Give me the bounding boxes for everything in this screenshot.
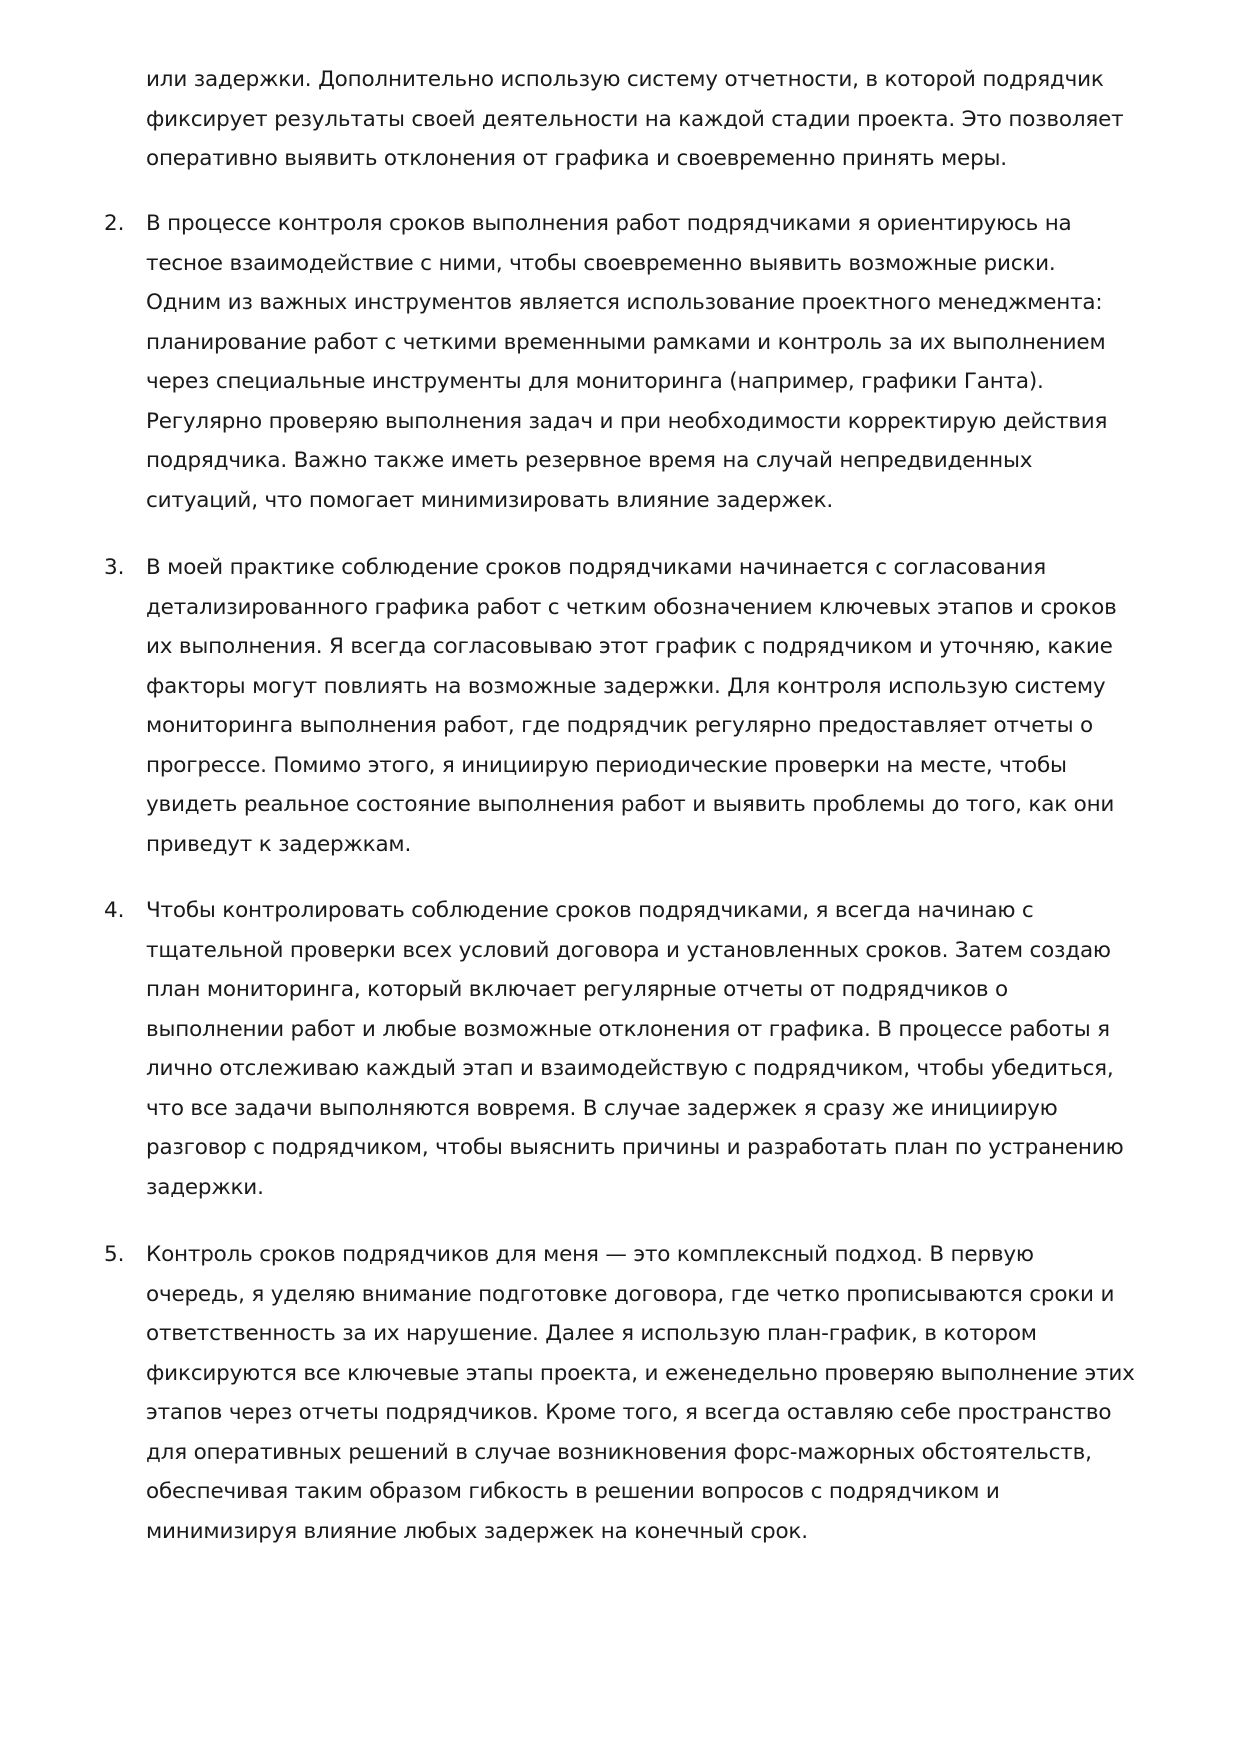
text-line: детализированного графика работ с четким обозначением ключевых этапов и сроков (146, 594, 1117, 620)
text-line: план мониторинга, который включает регулярные отчеты от подрядчиков о (146, 977, 1008, 1002)
text-line: Одним из важных инструментов является использование проектного менеджмента: (146, 290, 1103, 315)
text-line: тесное взаимодействие с ними, чтобы своевременно выявить возможные риски. (146, 250, 1056, 276)
list-item-number: 2. (104, 211, 125, 236)
text-line: или задержки. Дополнительно использую систему отчетности, в которой подрядчик (146, 67, 1104, 92)
text-line: тщательной проверки всех условий договора и установленных сроков. Затем создаю (146, 937, 1111, 963)
text-line: через специальные инструменты для мониторинга (например, графики Ганта). (146, 369, 1044, 394)
text-line: ситуаций, что помогает минимизировать влияние задержек. (146, 487, 833, 513)
text-line: их выполнения. Я всегда согласовываю этот график с подрядчиком и уточняю, какие (146, 634, 1113, 659)
text-line: Чтобы контролировать соблюдение сроков подрядчиками, я всегда начинаю с (146, 898, 1034, 923)
text-line: В процессе контроля сроков выполнения работ подрядчиками я ориентируюсь на (146, 211, 1072, 236)
list-item-number: 3. (104, 555, 125, 580)
text-line: лично отслеживаю каждый этап и взаимодействую с подрядчиком, чтобы убедиться, (146, 1056, 1114, 1081)
text-line: оперативно выявить отклонения от графика и своевременно принять меры. (146, 146, 1007, 171)
text-line: фиксируются все ключевые этапы проекта, и еженедельно проверяю выполнение этих (146, 1360, 1135, 1386)
text-line: ответственность за их нарушение. Далее я использую план-график, в котором (146, 1321, 1037, 1346)
text-line: приведут к задержкам. (146, 831, 412, 857)
text-line: Регулярно проверяю выполнения задач и при необходимости корректирую действия (146, 408, 1108, 434)
text-line: для оперативных решений в случае возникновения форс-мажорных обстоятельств, (146, 1439, 1092, 1465)
text-line: задержки. (146, 1174, 264, 1200)
text-line: что все задачи выполняются вовремя. В случае задержек я сразу же инициирую (146, 1095, 1058, 1121)
text-line: фиксирует результаты своей деятельности на каждой стадии проекта. Это позволяет (146, 106, 1124, 132)
text-line: прогрессе. Помимо этого, я инициирую периодические проверки на месте, чтобы (146, 752, 1067, 778)
text-line: выполнении работ и любые возможные отклонения от графика. В процессе работы я (146, 1016, 1110, 1042)
text-line: факторы могут повлиять на возможные задержки. Для контроля использую систему (146, 673, 1106, 699)
text-line: обеспечивая таким образом гибкость в решении вопросов с подрядчиком и (146, 1479, 1000, 1504)
text-line: очередь, я уделяю внимание подготовке договора, где четко прописываются сроки и (146, 1281, 1115, 1307)
text-line: подрядчика. Важно также иметь резервное время на случай непредвиденных (146, 448, 1033, 473)
text-line: В моей практике соблюдение сроков подрядчиками начинается с согласования (146, 555, 1047, 580)
text-line: мониторинга выполнения работ, где подрядчик регулярно предоставляет отчеты о (146, 713, 1093, 738)
text-line: Контроль сроков подрядчиков для меня — это комплексный подход. В первую (146, 1242, 1034, 1267)
text-line: этапов через отчеты подрядчиков. Кроме того, я всегда оставляю себе пространство (146, 1400, 1112, 1425)
text-line: разговор с подрядчиком, чтобы выяснить причины и разработать план по устранению (146, 1135, 1124, 1160)
list-item-number: 5. (104, 1242, 125, 1267)
text-line: минимизируя влияние любых задержек на конечный срок. (146, 1518, 808, 1544)
text-line: увидеть реальное состояние выполнения работ и выявить проблемы до того, как они (146, 792, 1115, 817)
list-item-number: 4. (104, 898, 125, 923)
text-line: планирование работ с четкими временными рамками и контроль за их выполнением (146, 329, 1106, 355)
